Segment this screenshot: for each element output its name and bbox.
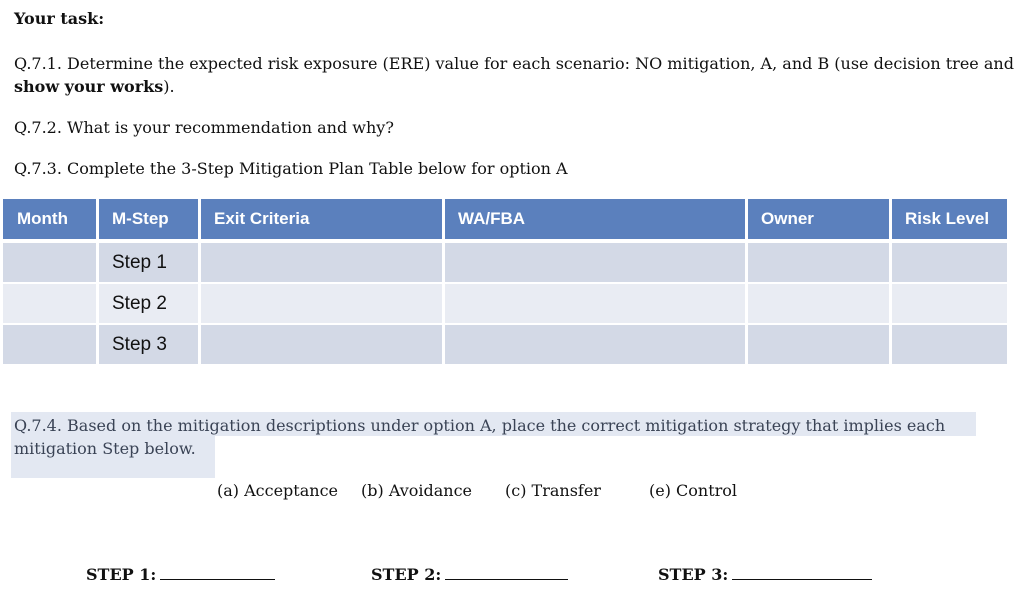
table-row (3, 241, 1007, 283)
header-month: Month (3, 199, 98, 241)
cell-exit-criteria (200, 324, 444, 365)
header-exit-criteria: Exit Criteria (200, 199, 444, 241)
step-3-blank[interactable] (732, 563, 872, 580)
cell-m-step: Step 3 (98, 324, 200, 365)
step-2-label: STEP 2: (371, 565, 442, 584)
cell-risk-level (891, 241, 1008, 283)
q71-bold-text: show your works (14, 77, 164, 96)
header-wa-fba: WA/FBA (444, 199, 747, 241)
step-3-answer (658, 563, 872, 586)
cell-month (3, 324, 98, 365)
table-row (3, 324, 1007, 365)
option-avoidance: (b) Avoidance (361, 481, 473, 500)
cell-owner (747, 324, 891, 365)
q71-text: Q.7.1. Determine the expected risk exposure (ERE) value for each scenario: NO mitigation, A, and B (use decision tree and (14, 54, 1014, 73)
step-2-blank[interactable] (445, 563, 568, 580)
cell-month (3, 241, 98, 283)
cell-m-step: Step 2 (98, 283, 200, 324)
cell-m-step: Step 1 (98, 241, 200, 283)
table-row (3, 283, 1007, 324)
step-1-label: STEP 1: (86, 565, 157, 584)
header-owner: Owner (747, 199, 891, 241)
cell-owner (747, 241, 891, 283)
cell-risk-level (891, 283, 1008, 324)
question-7-4: Q.7.4. Based on the mitigation descriptions under option A, place the correct mitigation strategy that implies each mitigation Step below. (14, 416, 946, 458)
mitigation-plan-table (3, 199, 1007, 366)
cell-exit-criteria (200, 283, 444, 324)
question-7-2: Q.7.2. What is your recommendation and why? (14, 118, 394, 137)
cell-wa-fba (444, 324, 747, 365)
table-header-row (3, 199, 1007, 241)
option-acceptance: (a) Acceptance (217, 481, 338, 500)
step-3-label: STEP 3: (658, 565, 729, 584)
cell-risk-level (891, 324, 1008, 365)
step-1-blank[interactable] (160, 563, 275, 580)
option-transfer: (c) Transfer (505, 481, 601, 500)
q71-text-end: ). (163, 77, 175, 96)
cell-wa-fba (444, 283, 747, 324)
header-risk-level: Risk Level (891, 199, 1008, 241)
question-7-3: Q.7.3. Complete the 3-Step Mitigation Plan Table below for option A (14, 159, 568, 178)
cell-wa-fba (444, 241, 747, 283)
cell-exit-criteria (200, 241, 444, 283)
cell-owner (747, 283, 891, 324)
step-2-answer (371, 563, 568, 586)
header-m-step: M-Step (98, 199, 200, 241)
option-control: (e) Control (649, 481, 738, 500)
task-heading: Your task: (14, 9, 105, 28)
question-7-1 (14, 52, 1014, 98)
step-1-answer (86, 563, 275, 586)
cell-month (3, 283, 98, 324)
